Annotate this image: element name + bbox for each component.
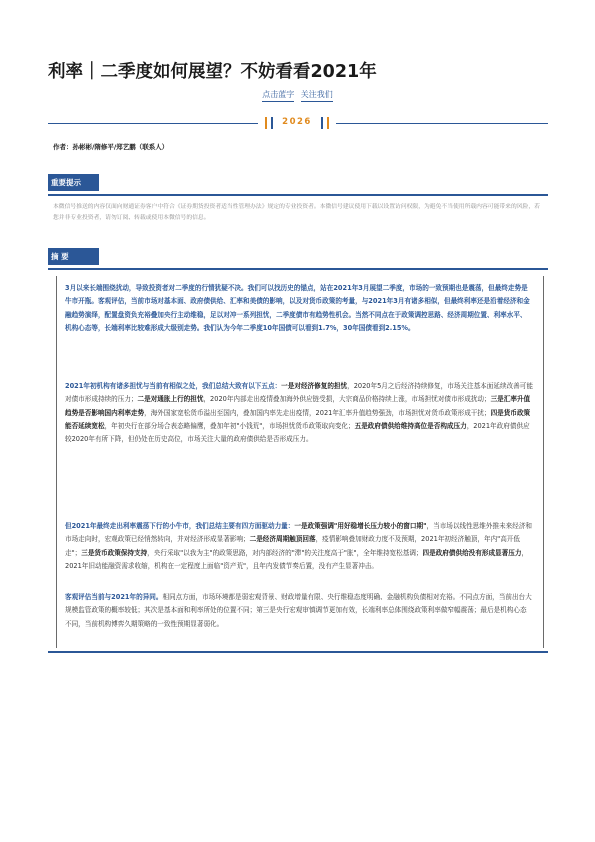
divider-right <box>336 123 548 124</box>
abstract-segment-plain: ，海外国家宽松货币溢出至国内，叠加国内率先走出疫情，2021年汇率升值趋势强劲，市场担忧对货币政策形成干扰； <box>144 408 491 417</box>
abstract-segment-blue: 2021年初机构有诸多担忧与当前有相似之处，我们总结大致有以下五点： <box>65 382 282 390</box>
abstract-segment-blue: 客观评估当前与2021年的异同。 <box>65 593 163 601</box>
abstract-segment-plain: ，2021年政府债供应较2020年有所下降，但仍处在历史高位，市场关注大量的政府债供给是否形成压力。 <box>65 421 530 444</box>
article-title: 利率｜二季度如何展望？不妨看看2021年 <box>48 62 377 82</box>
abstract-segment-bold: 二是经济周期触顶回落 <box>249 535 316 544</box>
abstract-bottom-rule <box>48 651 548 653</box>
abstract-paragraph-2 <box>65 380 533 446</box>
abstract-segment-plain: ，年初央行在部分场合表态略偏鹰，叠加年初"小钱荒"，市场担忧货币政策取向变化； <box>104 421 355 430</box>
abstract-paragraph-1 <box>65 282 533 335</box>
follow-link-subscribe[interactable]: 关注我们 <box>301 89 333 102</box>
abstract-segment-blue: 但2021年最终走出利率震荡下行的小牛市，我们总结主要有四方面驱动力量： <box>65 522 295 530</box>
abstract-segment-bold: 一是对经济修复的担忧 <box>281 382 348 390</box>
year-badge <box>259 115 335 131</box>
abstract-segment-plain: ，2021年旧动能融资需求收缩，机构在一定程度上面临"资产荒"，且年内发债节奏后置，没有产生显著冲击。 <box>65 548 529 570</box>
notice-text: 本微信号推送的内容仅面向财通证券客户中符合《证券期货投资者适当性管理办法》规定的专业投资者。本微信号建议使用下载以设置访问权限，为避免不当使用所载内容可能带来的风险，若您并非专业投资者，请勿订阅、转载或使用本微信号的信息。 <box>53 204 540 221</box>
abstract-segment-plain: ，央行采取"以我为主"的政策思路，对内部经济的"滞"的关注度高于"胀"，全年维持宽松基调； <box>147 548 423 557</box>
abstract-paragraph-4 <box>65 591 533 631</box>
follow-banner <box>0 89 595 102</box>
year-bar-orange-right <box>327 117 329 129</box>
author-line: 作者：孙彬彬/隋修平/郑艺鹏（联系人） <box>53 143 169 151</box>
abstract-segment-bold: 四是货币政策能否延续宽松 <box>65 408 531 430</box>
abstract-rule <box>48 268 548 270</box>
abstract-segment-blue: 3月以来长端围绕扰动，导致投资者对二季度的行情犹疑不决。我们可以找历史的锚点，站在2021年3月展望二季度，市场的一致预期也是震荡，但最终走势是牛市开瓶。客观评估，当前市场对基本面、政府债供给、汇率和美债的影响，以及对货币政策的考量，与2021年3月有诸多相似，但最终利率还是沿着经济和金融趋势演绎，配置盘资负充裕叠加央行主动维稳，足以对冲一系列担忧，二季度债市有趋势性机会。当然不同点在于政策调控思路、经济周期位置、利率水平、机构心态等，长端利率比较难形成大级别走势。我们认为今年二季度10年国债可以看到1.7%，30年国债看到2.15%。 <box>65 284 530 332</box>
abstract-segment-bold: 五是政府债供给维持高位是否构成压力 <box>354 421 467 430</box>
abstract-segment-plain: 相同点方面，市场环境都是弱宏观背景、财政增量有限、央行维稳态度明确、金融机构负债相对充裕。不同点方面，当前出台大规模监管政策的概率较低；其次是基本面和利率所处的位置不同；第三是央行宏观审慎调节更加有效，长端利率总体围绕政策利率做窄幅震荡；最后是机构心态不同，当前机构博弈久期策略的一致性预期显著弱化。 <box>65 593 532 628</box>
year-label: 2026 <box>282 117 312 127</box>
abstract-segment-bold: 三是汇率升值趋势是否影响国内利率走势 <box>65 395 531 417</box>
abstract-segment-bold: 二是对通胀上行的担忧 <box>137 395 204 404</box>
abstract-segment-plain: ，2020年内部走出疫情叠加海外供应链受损，大宗商品价格持续上涨，市场担忧对债市形成扰动； <box>203 395 491 404</box>
abstract-segment-bold: 四是政府债供给没有形成显著压力 <box>422 548 522 557</box>
abstract-segment-plain: ，2020年5月之后经济持续修复，市场关注基本面延续改善可能对债市形成持续的压力； <box>65 382 533 404</box>
notice-heading: 重要提示 <box>48 174 99 191</box>
abstract-segment-plain: ，当市场以线性思维外推未来经济和市场走向时，宏观政策已经悄然转向，并对经济形成显著影响； <box>65 522 533 544</box>
divider-left <box>48 123 258 124</box>
abstract-heading: 摘 要 <box>48 248 99 265</box>
notice-rule <box>48 194 548 196</box>
abstract-segment-bold: 一是政策强调"用好稳增长压力较小的窗口期" <box>294 522 427 530</box>
abstract-segment-bold: 三是货币政策保持支持 <box>81 548 148 557</box>
year-bar-blue-right <box>321 117 323 129</box>
abstract-paragraph-3 <box>65 520 533 573</box>
follow-link-click[interactable]: 点击蓝字 <box>262 89 294 102</box>
abstract-segment-plain: ，疫情影响叠加财政力度不及预期，2021年初经济触顶，年内"高开低走"； <box>65 535 520 557</box>
